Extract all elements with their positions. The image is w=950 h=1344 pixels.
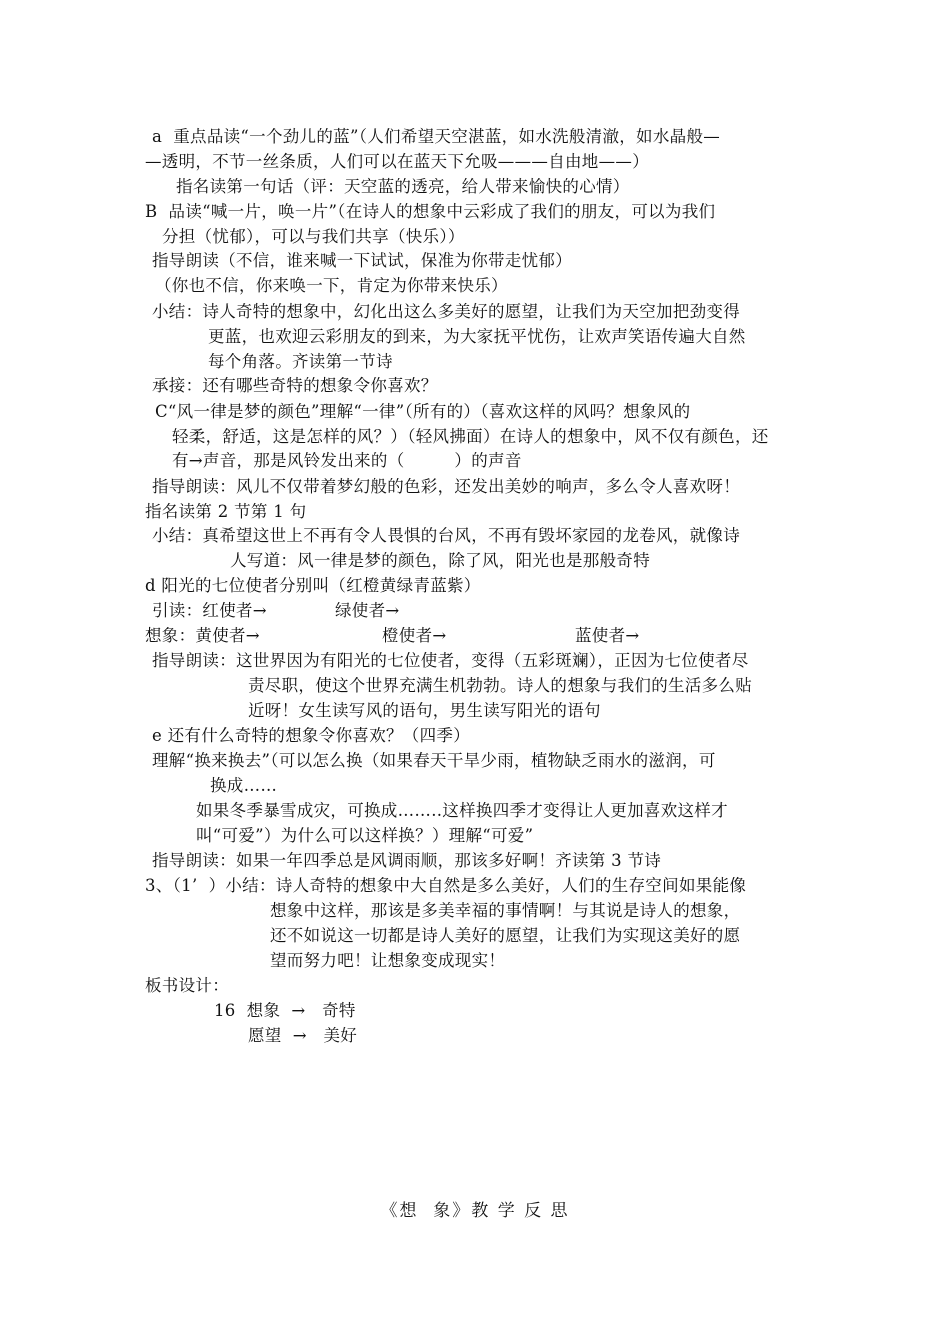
text-line: 小结：诗人奇特的想象中，幻化出这么多美好的愿望，让我们为天空加把劲变得 xyxy=(152,302,740,321)
text-line: 指导朗读：风儿不仅带着梦幻般的色彩，还发出美妙的响声，多么令人喜欢呀！ xyxy=(152,477,740,496)
text-line: 理解“换来换去”（可以怎么换（如果春天干旱少雨，植物缺乏雨水的滋润，可 xyxy=(152,751,716,770)
text-line: 轻柔，舒适，这是怎样的风？）（轻风拂面）在诗人的想象中，风不仅有颜色，还 xyxy=(172,427,769,446)
text-line: 指导朗读（不信，谁来喊一下试试，保准为你带走忧郁） xyxy=(152,251,572,270)
text-line: 指名读第 2 节第 1 句 xyxy=(145,502,307,521)
text-line: 3、（1’ ）小结：诗人奇特的想象中大自然是多么美好，人们的生存空间如果能像 xyxy=(145,876,747,895)
text-line: e 还有什么奇特的想象令你喜欢？（四季） xyxy=(152,726,471,745)
text-line: 近呀！女生读写风的语句，男生读写阳光的语句 xyxy=(248,701,601,720)
text-line: 叫“可爱”）为什么可以这样换？）理解“可爱” xyxy=(196,826,534,845)
text-line: C“风一律是梦的颜色”理解“一律”（所有的）（喜欢这样的风吗？想象风的 xyxy=(155,402,691,421)
text-line: 还不如说这一切都是诗人美好的愿望，让我们为实现这美好的愿 xyxy=(270,926,741,945)
text-line: 橙使者→ xyxy=(382,626,447,645)
text-line: B 品读“喊一片，唤一片”（在诗人的想象中云彩成了我们的朋友，可以为我们 xyxy=(145,202,716,221)
text-line: 板书设计： xyxy=(145,976,229,995)
text-line: d 阳光的七位使者分别叫（红橙黄绿青蓝紫） xyxy=(145,576,481,595)
text-line: 想象：黄使者→ xyxy=(145,626,260,645)
text-line: 指名读第一句话（评：天空蓝的透亮，给人带来愉快的心情） xyxy=(176,177,630,196)
section-title: 《想 象》教 学 反 思 xyxy=(380,1201,570,1221)
text-line: 如果冬季暴雪成灾，可换成……..这样换四季才变得让人更加喜欢这样才 xyxy=(196,801,728,820)
text-line: 分担（忧郁），可以与我们共享（快乐）） xyxy=(162,227,465,246)
text-line: a 重点品读“一个劲儿的蓝”（人们希望天空湛蓝，如水洗般清澈，如水晶般— xyxy=(152,127,721,146)
text-line: 愿望 → 美好 xyxy=(248,1026,358,1045)
text-line: 16 想象 → 奇特 xyxy=(214,1001,356,1020)
text-line: 蓝使者→ xyxy=(575,626,640,645)
text-line: （你也不信，你来唤一下，肯定为你带来快乐） xyxy=(155,276,508,295)
text-line: 换成…… xyxy=(210,776,278,795)
text-line: 想象中这样，那该是多美幸福的事情啊！与其说是诗人的想象， xyxy=(270,901,741,920)
text-line: 望而努力吧！让想象变成现实！ xyxy=(270,951,506,970)
text-line: 绿使者→ xyxy=(335,601,400,620)
text-line: 人写道：风一律是梦的颜色，除了风，阳光也是那般奇特 xyxy=(230,551,650,570)
text-line: 每个角落。齐读第一节诗 xyxy=(208,352,393,371)
text-line: 更蓝，也欢迎云彩朋友的到来，为大家抚平忧伤，让欢声笑语传遍大自然 xyxy=(208,327,746,346)
text-line: 有→声音，那是风铃发出来的（ ）的声音 xyxy=(172,451,522,470)
text-line: 指导朗读：如果一年四季总是风调雨顺，那该多好啊！齐读第 3 节诗 xyxy=(152,851,662,870)
text-line: 引读：红使者→ xyxy=(152,601,267,620)
text-line: —透明，不节一丝条质，人们可以在蓝天下允吸———自由地——） xyxy=(145,152,649,171)
text-line: 小结：真希望这世上不再有令人畏惧的台风，不再有毁坏家园的龙卷风，就像诗 xyxy=(152,526,740,545)
text-line: 责尽职，使这个世界充满生机勃勃。诗人的想象与我们的生活多么贴 xyxy=(248,676,752,695)
text-line: 指导朗读：这世界因为有阳光的七位使者，变得（五彩斑斓），正因为七位使者尽 xyxy=(152,651,749,670)
text-line: 承接：还有哪些奇特的想象令你喜欢？ xyxy=(152,376,438,395)
